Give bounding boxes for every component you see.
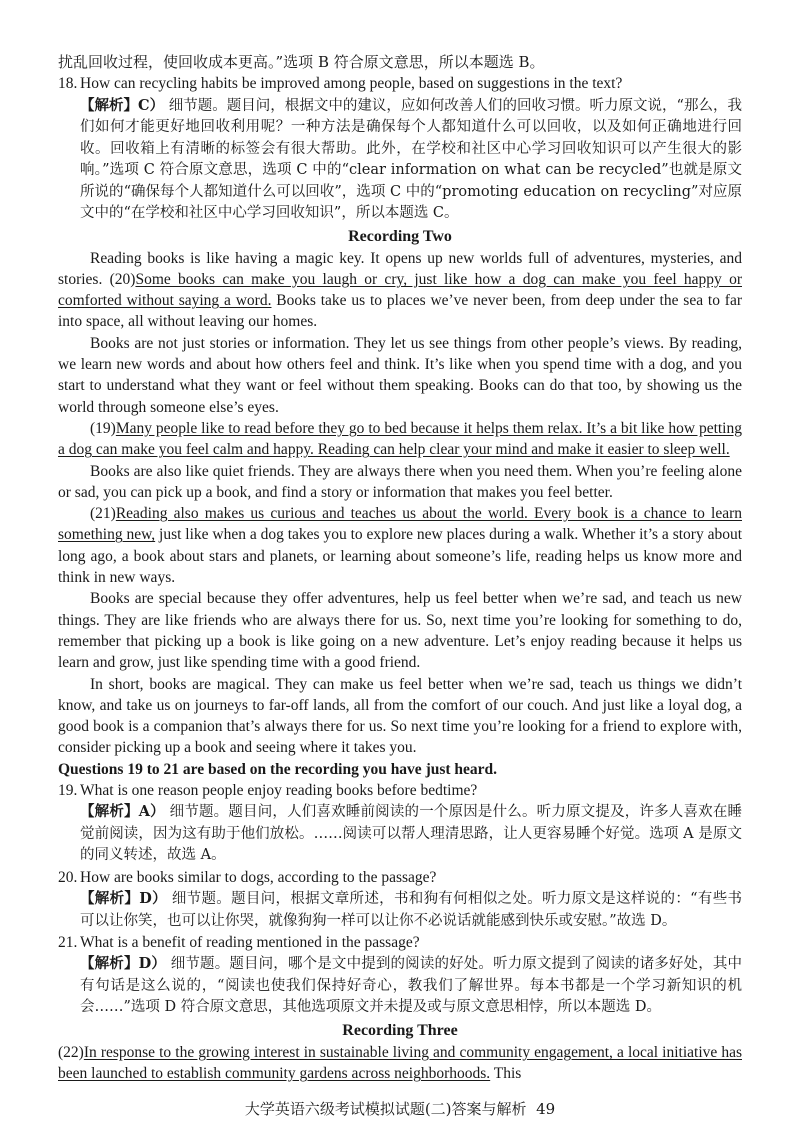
analysis-text: 细节题。题目问，根据文中的建议，应如何改善人们的回收习惯。听力原文说，“那么，我们如何才能更好地回收利用呢？一种方法是确保每个人都知道什么可以回收，以及如何正确地进行回收。回收箱上有清晰的标签会有很大帮助。此外，在学校和社区中心学习回收知识可以产生很大的影响。”选项 C 符合原文意思，选项 C 中的“clear information on what can be recycled”也就是原文所说的“确保每个人都知道什么可以回收”，选项 C 中的“promoting education on recycling”对应原文中的“在学校和社区中心学习回收知识”，所以本题选 C。 [80, 97, 743, 222]
paragraph-1 [58, 248, 742, 333]
text: (21) [90, 505, 116, 523]
analysis-19 [58, 801, 742, 867]
analysis-tag: 【解析】A） [80, 803, 165, 821]
question-21 [58, 932, 742, 953]
text: This [490, 1065, 522, 1083]
analysis-text: 细节题。题目问，根据文章所述，书和狗有何相似之处。听力原文是这样说的：“有些书可以让你笑，也可以让你哭，就像狗狗一样可以让你不必说话就能感到快乐或安慰。”故选 D。 [80, 891, 742, 929]
paragraph-6: Books are special because they offer adventures, help us feel better when we’re sad, and teach us new things. They are like friends who are always there for us. So, next time you’re looking for something to do, remember that picking up a book is like going on a new adventure. Let’s enjoy reading because it helps us learn and grow, just like spending time with a good friend. [58, 590, 742, 672]
analysis-18 [58, 95, 742, 225]
analysis-text: 细节题。题目问，人们喜欢睡前阅读的一个原因是什么。听力原文提及，许多人喜欢在睡觉前阅读，因为这有助于他们放松。……阅读可以帮人理清思路，让人更容易睡个好觉。选项 A 是原文的同义转述，故选 A。 [80, 804, 743, 864]
recording-two-heading: Recording Two [348, 227, 452, 245]
questions-heading: Questions 19 to 21 are based on the recording you have just heard. [58, 760, 498, 778]
question-number: 19. [58, 782, 78, 800]
question-text: How are books similar to dogs, according to the passage? [80, 868, 437, 886]
text: (19) [90, 419, 116, 437]
question-text: What is a benefit of reading mentioned in the passage? [80, 934, 420, 952]
analysis-20 [58, 888, 742, 932]
paragraph-4: Books are also like quiet friends. They are always there when you need them. When you’re feeling alone or sad, you can pick up a book, and find a story or information that makes you feel better. [58, 462, 742, 501]
recording-three-heading: Recording Three [342, 1021, 458, 1039]
text: Reading books is like having a magic key. It opens up new worlds full of adventures, mysteries, and stories. (20) [58, 249, 742, 288]
analysis-tag: 【解析】D） [80, 955, 166, 973]
question-18 [58, 73, 742, 94]
question-text: What is one reason people enjoy reading books before bedtime? [80, 782, 478, 800]
question-number: 18. [58, 75, 78, 93]
paragraph-2: Books are not just stories or information. They let us see things from other people’s views. By reading, we learn new words and about how others feel and think. It’s like when you spend time with a dog, and you start to understand what they want or feel without them speaking. Books can do that too, by showing us the world through someone else’s eyes. [58, 334, 742, 416]
question-text: How can recycling habits be improved among people, based on suggestions in the text? [80, 75, 623, 93]
underlined-text: Many people like to read before they go to bed because it helps them relax. It’s a bit like how petting a dog can make you feel calm and happy. Reading can help clear your mind and make it easier to sleep well. [58, 419, 742, 459]
underlined-text: Reading also makes us curious and teaches us about the world. Every book is a chance to learn something new, [58, 505, 742, 544]
paragraph-3 [58, 418, 742, 461]
text: just like when a dog takes you to explore new places during a walk. Whether it’s a story about long ago, a book about stars and planets, or learning about someone’s life, reading helps us know more and think in new ways. [58, 526, 742, 587]
underlined-text: In response to the growing interest in sustainable living and community engagement, a local initiative has been launched to establish community gardens across neighborhoods. [58, 1043, 742, 1083]
question-number: 21. [58, 934, 78, 952]
carryover-line: 扰乱回收过程，使回收成本更高。”选项 B 符合原文意思，所以本题选 B。 [58, 53, 545, 71]
recording-three-paragraph [58, 1042, 742, 1085]
text: Books take us to places we’ve never been, from deep under the sea to far into space, all without leaving our homes. [58, 292, 743, 331]
analysis-tag: 【解析】D） [80, 890, 167, 908]
analysis-text: 细节题。题目问，哪个是文中提到的阅读的好处。听力原文提到了阅读的诸多好处，其中有句话是这么说的，“阅读也使我们保持好奇心，教我们了解世界。每本书都是一个学习新知识的机会……”选项 D 符合原文意思，其他选项原文并未提及或与原文意思相悖，所以本题选 D。 [80, 956, 742, 1016]
page-footer [0, 1098, 800, 1119]
paragraph-7: In short, books are magical. They can make us feel better when we’re sad, teach us things we didn’t know, and take us on journeys to far-off lands, all from the comfort of our couch. And just like a loyal dog, a good book is a companion that’s always there for us. So next time you’re looking for a friend to explore with, consider picking up a book and seeing where it takes you. [58, 675, 742, 757]
page-number: 49 [536, 1100, 556, 1118]
analysis-21 [58, 953, 742, 1019]
footer-title: 大学英语六级考试模拟试题(二)答案与解析 [244, 1100, 527, 1118]
analysis-tag: 【解析】C） [80, 96, 165, 114]
question-19 [58, 780, 742, 801]
text: (22) [58, 1043, 84, 1061]
question-20 [58, 867, 742, 888]
paragraph-5 [58, 503, 742, 588]
question-number: 20. [58, 868, 78, 886]
underlined-text: Some books can make you laugh or cry, just like how a dog can make you feel happy or comforted without saying a word. [58, 270, 742, 310]
